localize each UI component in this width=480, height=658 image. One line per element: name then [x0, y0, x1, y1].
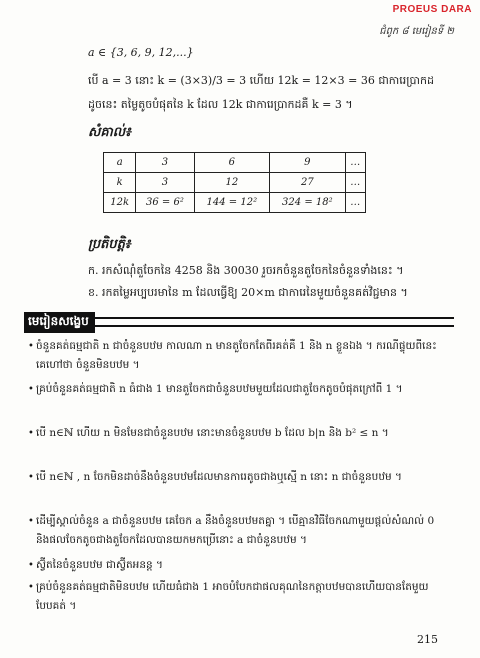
summary-bullet: [28, 380, 446, 399]
table-cell: a: [104, 153, 136, 173]
publisher-brand: PROEUS DARA: [392, 4, 472, 15]
bullet-text: គ្រប់ចំនួនគត់ធម្មជាតិមិនបឋម ហើយធំជាង 1 អាចបំបែកជាផលគុណនៃកត្តាបឋមបានហើយបានតែមួយបែបគត់ ។: [36, 581, 429, 612]
bullet-dot-icon: •: [28, 560, 34, 571]
table-cell: 6: [194, 153, 270, 173]
table-cell: 36 = 6²: [136, 193, 194, 213]
page-number: 215: [417, 633, 438, 646]
table-cell: 3: [136, 173, 194, 193]
chapter-header: ជំពូក ៨ មេរៀនទី ២: [379, 26, 454, 37]
bullet-dot-icon: •: [28, 341, 34, 352]
table-cell: 12: [194, 173, 270, 193]
bullet-dot-icon: •: [28, 582, 34, 593]
bullet-dot-icon: •: [28, 428, 34, 439]
table-cell: …: [345, 193, 365, 213]
summary-bullet: [28, 337, 446, 375]
table-cell: 27: [270, 173, 346, 193]
table-row: [104, 173, 366, 193]
table-cell: …: [345, 153, 365, 173]
conclusion-line: ដូចនេះ តម្លៃតូចបំផុតនៃ k ដែល 12k ជាការេប្រាកដគឺ k = 3 ។: [88, 98, 353, 111]
example-line: បើ a = 3 នោះ k = (3×3)/3 = 3 ហើយ 12k = 12×3 = 36 ជាការេប្រាកដ: [88, 74, 434, 87]
table-cell: …: [345, 173, 365, 193]
values-table: [103, 152, 366, 213]
table-row: [104, 153, 366, 173]
bullet-dot-icon: •: [28, 516, 34, 527]
summary-bullet: [28, 578, 446, 616]
summary-bullet: [28, 556, 446, 575]
exercise-heading: ប្រតិបត្តិ៖: [88, 237, 131, 252]
exercise-item: ក. រកសំណុំតួចែកនៃ 4258 និង 30030 រួចរកចំនួនតួចែកនៃចំនួនទាំងនេះ ។: [88, 264, 404, 277]
table-cell: 324 = 18²: [270, 193, 346, 213]
bullet-text: បើ n∈ℕ ហើយ n មិនមែនជាចំនួនបឋម នោះមានចំនួនបឋម b ដែល b|n និង b² ≤ n ។: [36, 427, 389, 439]
exercise-item: ខ. រកតម្លៃអប្បបរមានៃ m ដែលធ្វើឱ្យ 20×m ជាការេនៃមួយចំនួនគត់វិជ្ជមាន ។: [88, 286, 408, 299]
table-cell: k: [104, 173, 136, 193]
set-definition: a ∈ {3, 6, 9, 12,...}: [88, 46, 194, 59]
bullet-text: ចំនួនគត់ធម្មជាតិ n ជាចំនួនបឋម កាលណា n មានតួចែកតែពីរគត់គឺ 1 និង n ខ្លួនឯង ។ ករណីផ្ទុយពីនេះ គេហៅថា ចំនួនមិនបឋម ។: [36, 340, 437, 371]
summary-bullet: [28, 512, 446, 550]
bullet-dot-icon: •: [28, 384, 34, 395]
table-cell: 144 = 12²: [194, 193, 270, 213]
summary-banner: [24, 312, 454, 330]
table-row: [104, 193, 366, 213]
bullet-dot-icon: •: [28, 472, 34, 483]
summary-bullet: [28, 468, 446, 487]
summary-title: មេរៀនសង្ខេប: [24, 312, 95, 333]
bullet-text: បើ n∈ℕ , n ចែកមិនដាច់នឹងចំនួនបឋមដែលមានការេតូចជាងឬស្មើ n នោះ n ជាចំនួនបឋម ។: [36, 471, 402, 483]
table-cell: 12k: [104, 193, 136, 213]
table-cell: 3: [136, 153, 194, 173]
notes-heading: សំគាល់៖: [88, 125, 131, 140]
summary-bullet: [28, 424, 446, 443]
bullet-text: ដើម្បីស្គាល់ចំនួន a ជាចំនួនបឋម គេចែក a នឹងចំនួនបឋមតគ្នា ។ បើគ្មានវិធីចែកណាមួយផ្តល់សំណល់ 0 និងផលចែកតូចជាងតួចែកដែលបានយកមកប្រើនោះ a ជាចំនួនបឋម ។: [36, 515, 435, 546]
bullet-text: ស្វ៊ីតនៃចំនួនបឋម ជាស្វ៊ីតអនន្ត ។: [36, 559, 163, 571]
table-cell: 9: [270, 153, 346, 173]
bullet-text: គ្រប់ចំនួនគត់ធម្មជាតិ n ធំជាង 1 មានតួចែកជាចំនួនបឋមមួយដែលជាតួចែកតូចបំផុតក្រៅពី 1 ។: [36, 383, 403, 395]
